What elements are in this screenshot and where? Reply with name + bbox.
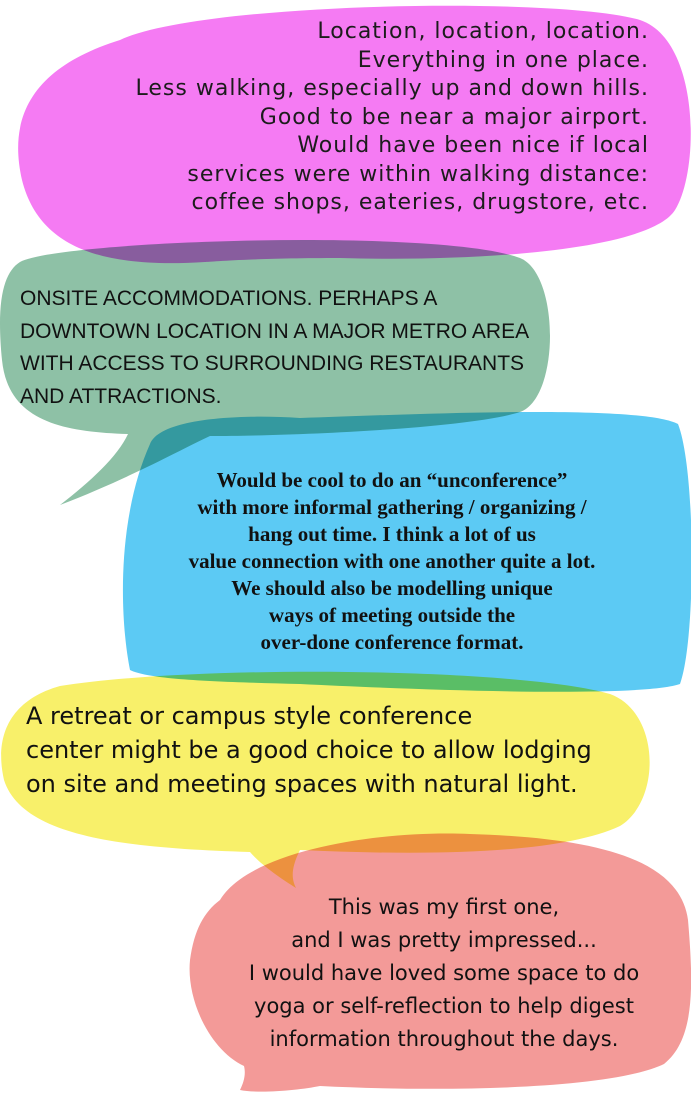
comment-line: center might be a good choice to allow lodging bbox=[26, 736, 592, 764]
comment-line: yoga or self-reflection to help digest bbox=[254, 994, 634, 1018]
comment-line: This was my first one, bbox=[328, 895, 560, 919]
comment-line: with more informal gathering / organizing / bbox=[197, 495, 587, 519]
comment-line: AND ATTRACTIONS. bbox=[20, 384, 222, 408]
comment-line: Would have been nice if local bbox=[297, 133, 649, 158]
comment-line: information throughout the days. bbox=[269, 1027, 619, 1051]
comment-line: hang out time. I think a lot of us bbox=[248, 522, 536, 546]
comment-line: Location, location, location. bbox=[317, 19, 649, 44]
comment-line: on site and meeting spaces with natural light. bbox=[26, 770, 578, 798]
comment-line: over-done conference format. bbox=[260, 630, 524, 654]
comment-line: services were within walking distance: bbox=[187, 161, 649, 187]
comment-line: I would have loved some space to do bbox=[248, 961, 640, 985]
comment-line: ONSITE ACCOMMODATIONS. PERHAPS A bbox=[20, 287, 438, 310]
comment-line: and I was pretty impressed... bbox=[291, 928, 597, 952]
comment-onsite-accommodations bbox=[20, 283, 560, 413]
comment-line: Less walking, especially up and down hills. bbox=[135, 76, 649, 101]
comment-first-one bbox=[218, 891, 670, 1056]
comment-unconference bbox=[118, 467, 666, 656]
comment-location bbox=[49, 18, 649, 218]
comment-line: value connection with one another quite a lot. bbox=[188, 549, 596, 573]
comment-line: A retreat or campus style conference bbox=[26, 702, 473, 730]
comment-line: coffee shops, eateries, drugstore, etc. bbox=[191, 190, 649, 215]
comment-retreat-center bbox=[26, 699, 626, 801]
comment-line: Good to be near a major airport. bbox=[259, 104, 649, 130]
comment-line: Would be cool to do an “unconference” bbox=[216, 468, 568, 492]
comment-line: We should also be modelling unique bbox=[231, 576, 553, 600]
comment-line: DOWNTOWN LOCATION IN A MAJOR METRO AREA bbox=[20, 319, 530, 343]
comment-line: WITH ACCESS TO SURROUNDING RESTAURANTS bbox=[20, 352, 525, 375]
comment-line: Everything in one place. bbox=[357, 47, 649, 73]
comment-line: ways of meeting outside the bbox=[268, 603, 516, 627]
